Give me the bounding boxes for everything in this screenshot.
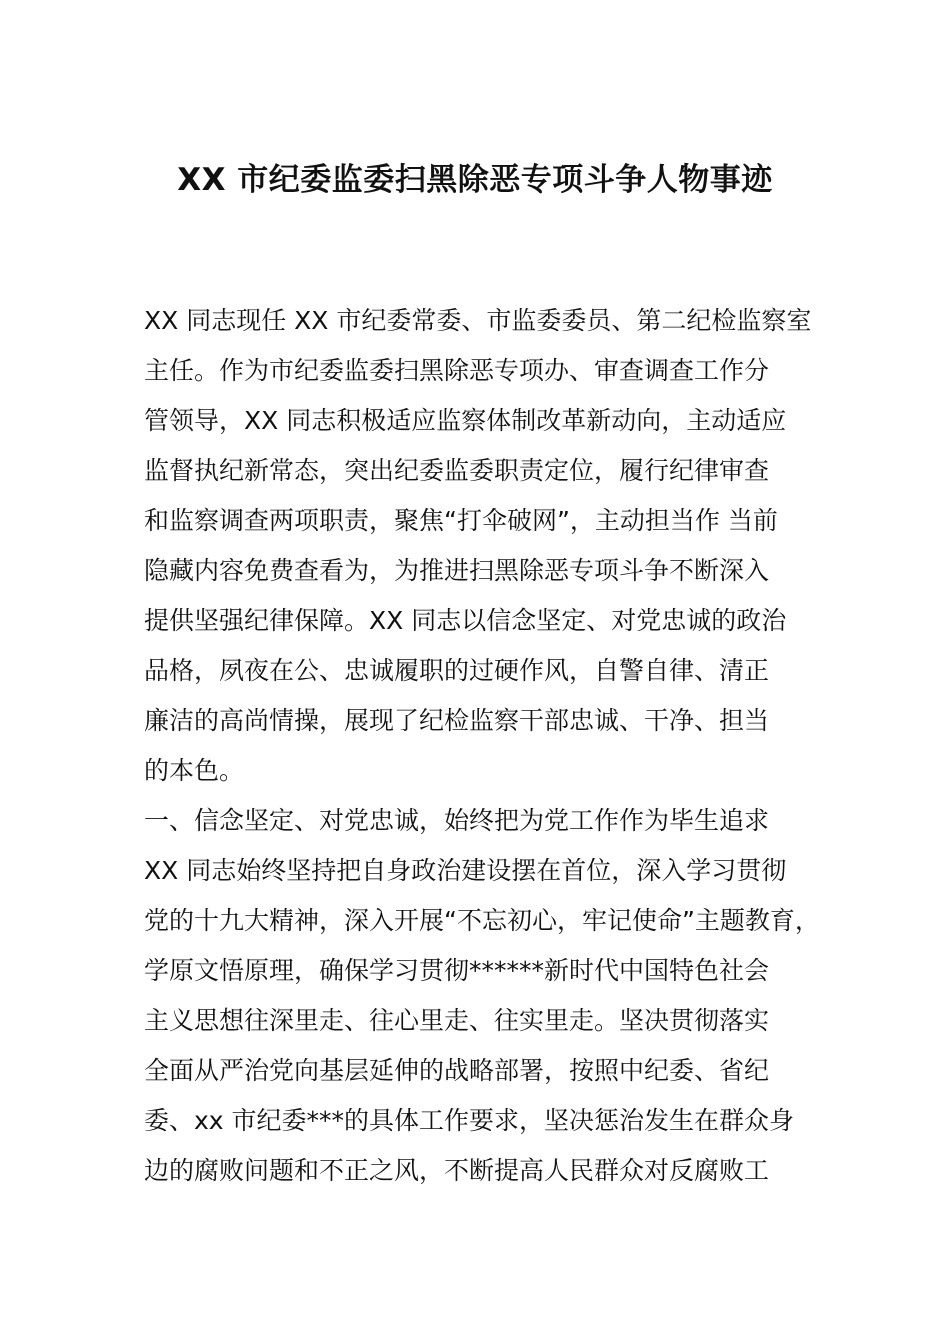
body-line: 和监察调查两项职责，聚焦“打伞破网”，主动担当作 当前 [144, 506, 778, 535]
document-title: XX 市纪委监委扫黑除恶专项斗争人物事迹 [177, 162, 773, 198]
body-line: 边的腐败问题和不正之风，不断提高人民群众对反腐败工 [144, 1156, 770, 1185]
body-line: 隐藏内容免费查看为，为推进扫黑除恶专项斗争不断深入 [144, 556, 770, 585]
body-line: 廉洁的高尚情操，展现了纪检监察干部忠诚、干净、担当 [144, 706, 770, 735]
body-line: 管领导，XX 同志积极适应监察体制改革新动向，主动适应 [144, 406, 787, 435]
body-line: XX 同志现任 XX 市纪委常委、市监委委员、第二纪检监察室 [144, 306, 812, 335]
body-line: 的本色。 [144, 756, 245, 785]
body-line: 主任。作为市纪委监委扫黑除恶专项办、审查调查工作分 [144, 356, 770, 385]
body-line: 监督执纪新常态，突出纪委监委职责定位，履行纪律审查 [144, 456, 770, 485]
body-line: 学原文悟原理，确保学习贯彻******新时代中国特色社会 [144, 956, 770, 985]
body-line: 党的十九大精神，深入开展“不忘初心，牢记使命”主题教育， [144, 906, 820, 935]
body-line: 主义思想往深里走、往心里走、往实里走。坚决贯彻落实 [144, 1006, 770, 1035]
body-line: 全面从严治党向基层延伸的战略部署，按照中纪委、省纪 [144, 1056, 770, 1085]
body-line: 委、xx 市纪委***的具体工作要求，坚决惩治发生在群众身 [144, 1106, 795, 1135]
body-line: 品格，夙夜在公、忠诚履职的过硬作风，自警自律、清正 [144, 656, 770, 685]
section-heading: 一、信念坚定、对党忠诚，始终把为党工作作为毕生追求 [144, 806, 770, 835]
body-line: XX 同志始终坚持把自身政治建设摆在首位，深入学习贯彻 [144, 856, 787, 885]
body-line: 提供坚强纪律保障。XX 同志以信念坚定、对党忠诚的政治 [144, 606, 787, 635]
